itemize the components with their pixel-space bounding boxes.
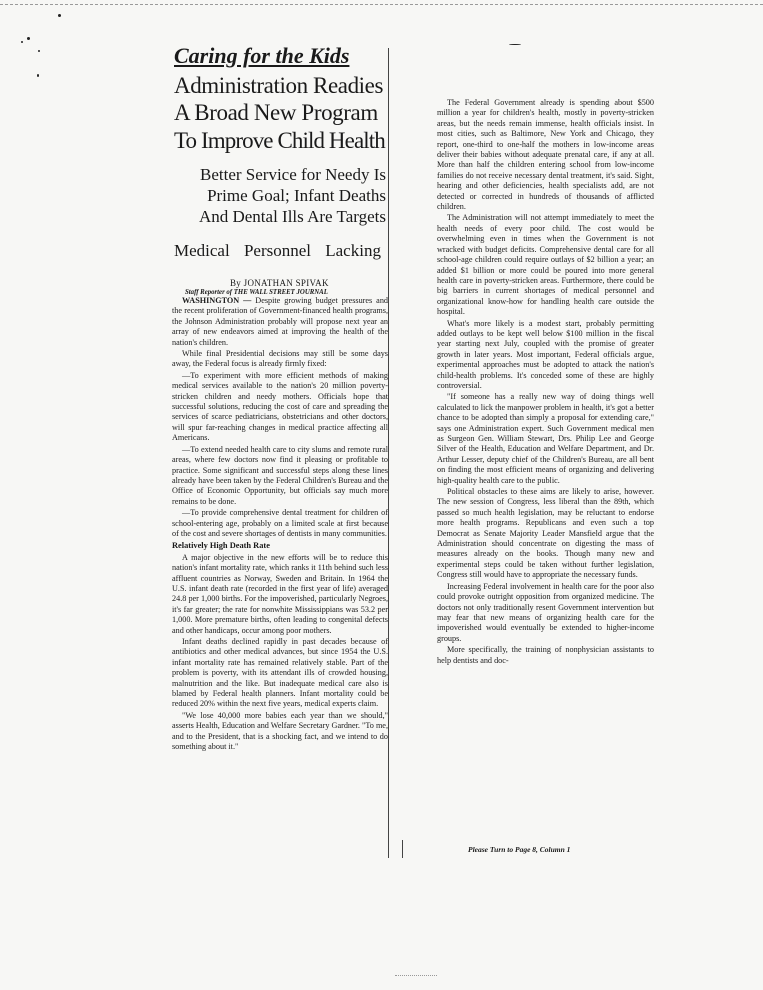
scan-speck [27, 37, 30, 40]
scan-mark [395, 975, 437, 976]
deck-headline: Medical Personnel Lacking [174, 241, 381, 260]
paragraph: A major objective in the new efforts will be to reduce this nation's infant mortality rate, which ranks it 11th behind such less affluent countries as Norway, Sweden and Britain. In 1964 the U.S. infant death rate (recorded in the first year of life) averaged 24.8 per 1,000 births. For the impoverished, particularly Negroes, it's far greater; the rate for nonwhite Mississippians was 53.2 per 1,000. More premature births, often leading to congenital defects and other handicaps, occur among poor mothers. [172, 552, 388, 635]
paragraph: "We lose 40,000 more babies each year than we should," asserts Health, Education and Welfare Secretary Gardner. "To me, and to the President, that is a shocking fact, and we intend to do something about it." [172, 710, 388, 752]
lead-paragraph [172, 296, 388, 348]
paragraph: The Administration will not attempt immediately to meet the health needs of every poor child. The cost would be overwhelming even in times when the Government is not wracked with budget deficits. Comprehensive dental care for all school-age children could require outlays of $2 billion a year; an added $1 billion or more could be poured into more general health care in poverty-stricken areas. Furthermore, there could be big barriers in current shortages of medical personnel and organizational know-how for handling health care outside the hospital. [437, 213, 654, 317]
paragraph: What's more likely is a modest start, probably permitting added outlays to be kept well below $100 million in the fiscal year starting next July, coupled with the promise of greater growth in later years. Most important, Federal officials argue, experimental approaches must be adopted to attack the nation's child-health problems. It's conceded some of these are highly controversial. [437, 318, 654, 390]
article-column-1 [172, 296, 388, 753]
column-rule [402, 840, 403, 858]
paragraph: More specifically, the training of nonphysician assistants to help dentists and doc- [437, 645, 654, 665]
subheadline-line-2: Prime Goal; Infant Deaths [207, 186, 386, 205]
paragraph: While final Presidential decisions may still be some days away, the Federal focus is already firmly fixed: [172, 349, 388, 369]
byline: By JONATHAN SPIVAK [230, 278, 329, 288]
subheadline-line-3: And Dental Ills Are Targets [198, 207, 386, 226]
paragraph: —To provide comprehensive dental treatment for children of school-entering age, probably on a limited scale at first because of the cost and severe shortages of dentists in many communities. [172, 508, 388, 538]
column-rule [388, 48, 389, 858]
headline-line-1: Administration Readies [174, 73, 384, 98]
headline-line-2: A Broad New Program [174, 100, 378, 125]
staff-tag: Staff Reporter of THE WALL STREET JOURNAL [185, 289, 328, 296]
scan-speck [58, 14, 61, 17]
paragraph: —To extend needed health care to city slums and remote rural areas, where few doctors now find it pleasing or profitable to practice. Some significant and successful steps along these lines already have been taken by the Federal Children's Bureau and the Office of Economic Opportunity, but officials say much more remains to be done. [172, 444, 388, 506]
section-subhead: Relatively High Death Rate [172, 541, 270, 551]
jump-line: Please Turn to Page 8, Column 1 [468, 845, 571, 854]
dateline: WASHINGTON — [182, 296, 252, 305]
paragraph: The Federal Government already is spending about $500 million a year for children's health, mostly in poverty-stricken areas, but the needs remain immense, health officials insist. In most cities, such as Baltimore, New York and Chicago, they report, one-third to one-half the mothers in low-income areas deliver their babies without adequate prenatal care, if any at all. More than half the children entering school from low-income families do not receive necessary dental treatment, it's said. Sight, hearing and other deficiencies, health specialists add, are not detected or corrected in hundreds of thousands of afflicted children. [437, 98, 654, 212]
scan-speck [21, 41, 23, 43]
article-kicker: Caring for the Kids [174, 43, 350, 68]
scan-speck [38, 50, 40, 52]
scan-edge [0, 0, 763, 5]
paragraph: —To experiment with more efficient methods of making medical services available to the nation's 20 million poverty-stricken children and needy mothers. Officials hope that successful solutions, reducing the cost of care and spreading the services of scarce pediatricians, obstetricians and other doctors, will spur far-reaching changes in medical practice affecting all Americans. [172, 370, 388, 443]
scan-speck [509, 44, 521, 45]
scan-speck [37, 74, 39, 77]
paragraph: Political obstacles to these aims are likely to arise, however. The new session of Congress, less liberal than the 89th, which passed so much health legislation, may be reluctant to endorse more health programs. Republicans and even such a top Democrat as Senate Majority Leader Mansfield argue that the Administration should concentrate on digesting the mass of measures already on the books. Though many new and experimental steps could be taken without further legislation, Congress still would have to appropriate the necessary funds. [437, 487, 654, 580]
paragraph: Infant deaths declined rapidly in past decades because of antibiotics and other medical advances, but since 1954 the U.S. infant mortality rate has remained relatively stable. Part of the problem is poverty, with its attendant ills of crowded housing, malnutrition and the like. But inadequate medical care also is blamed by Federal health planners. Infant mortality could be reduced 20% within the next five years, medical experts claim. [172, 637, 388, 709]
subheadline-line-1: Better Service for Needy Is [200, 165, 386, 184]
paragraph: "If someone has a really new way of doing things well calculated to lick the manpower problem in health, it's got a better chance to be adopted than simply a proposal for extending care," says one Administration expert. Such Government medical men as Surgeon Gen. William Stewart, Drs. Philip Lee and George Silver of the Health, Education and Welfare Department, and Dr. Arthur Lesser, deputy chief of the Children's Bureau, are all bent on finding the most efficient means of organizing and delivering high-quality health care to the public. [437, 392, 654, 485]
headline-line-3: To Improve Child Health [174, 128, 385, 153]
paragraph: Increasing Federal involvement in health care for the poor also could provoke outright opposition from organized medicine. The doctors not only traditionally resent Government intervention but may fear that new means of organizing health care for the impoverished would eventually be extended to higher-income groups. [437, 581, 654, 643]
article-column-2 [437, 98, 654, 667]
paragraph-text: Despite growing budget pressures and the recent proliferation of Government-financed health programs, the Johnson Administration probably will propose next year an array of new endeavors aimed at improving the health of the nation's children. [172, 296, 389, 347]
